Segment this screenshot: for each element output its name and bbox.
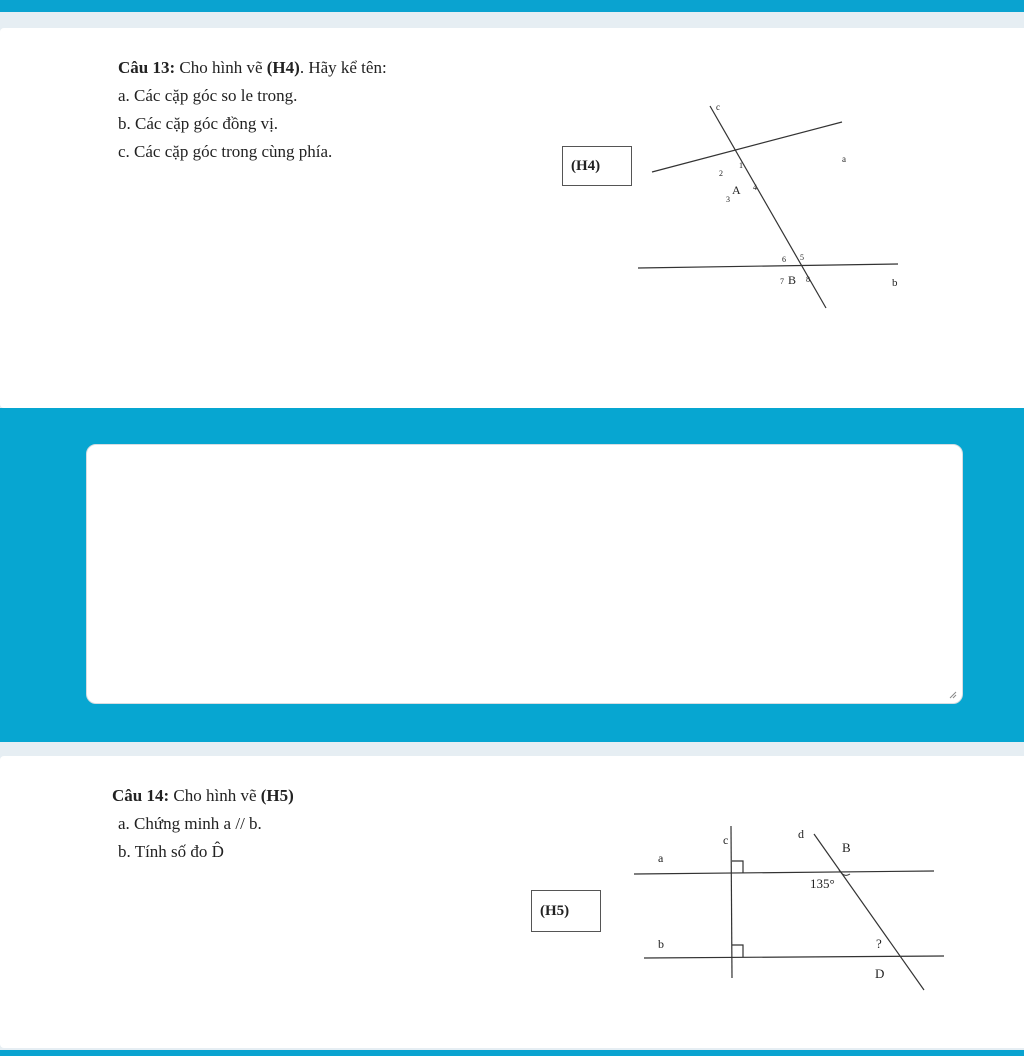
angle-1: 1: [739, 161, 743, 170]
angle-8: 8: [806, 275, 810, 284]
line-d: [814, 834, 924, 990]
top-accent-bar: [0, 0, 1024, 12]
line-a: [634, 871, 934, 874]
question-14-item-a: a. Chứng minh a // b.: [118, 814, 262, 833]
question-13-title: [118, 58, 387, 78]
question-14-number: Câu 14:: [112, 786, 170, 805]
question-14-item-b: [118, 842, 224, 862]
label-point-b: B: [788, 273, 797, 287]
question-14-item-b-text: b. Tính số đo: [118, 842, 212, 861]
label-point-b: B: [842, 840, 851, 855]
figure-h5-label: (H5): [531, 890, 601, 932]
label-a: a: [658, 851, 664, 865]
label-d: d: [798, 827, 804, 841]
question-13-figure-ref: (H4): [266, 58, 300, 77]
label-point-a: A: [732, 183, 741, 197]
unknown-angle-mark: ?: [876, 936, 882, 951]
question-13-item-b: b. Các cặp góc đồng vị.: [118, 114, 279, 133]
figure-h4-label: (H4): [562, 146, 632, 186]
right-angle-mark-a: [732, 861, 743, 873]
bottom-accent-bar: [0, 1050, 1024, 1056]
question-14-figure-ref: (H5): [260, 786, 294, 805]
line-a: [652, 122, 842, 172]
label-b: b: [892, 277, 898, 289]
label-c: c: [723, 833, 729, 847]
answer-textarea[interactable]: [86, 444, 963, 704]
question-13-prompt-end: . Hãy kể tên:: [299, 58, 387, 77]
question-14-prompt: Cho hình vẽ: [173, 786, 261, 805]
question-13-card: [0, 28, 1024, 408]
question-14-card: [0, 756, 1024, 1048]
line-c: [731, 826, 732, 978]
label-c: c: [716, 102, 720, 112]
figure-h5-diagram: [630, 816, 960, 1048]
line-b: [638, 264, 898, 268]
question-13-item-a: a. Các cặp góc so le trong.: [118, 86, 298, 105]
label-a: a: [842, 154, 846, 164]
question-13-prompt: Cho hình vẽ: [179, 58, 267, 77]
angle-value-135: 135°: [810, 876, 835, 891]
label-point-d: D: [875, 966, 885, 981]
question-13-number: Câu 13:: [118, 58, 176, 77]
line-b: [644, 956, 944, 958]
angle-4: 4: [753, 183, 757, 192]
angle-6: 6: [782, 255, 786, 264]
resize-handle-icon[interactable]: [949, 691, 957, 699]
label-b: b: [658, 937, 664, 951]
figure-h4-diagram: [630, 88, 910, 318]
right-angle-mark-b: [732, 945, 743, 957]
angle-7: 7: [780, 277, 784, 286]
angle-2: 2: [719, 169, 723, 178]
question-14-title: [112, 786, 294, 806]
angle-5: 5: [800, 253, 804, 262]
angle-d-symbol: D̂: [211, 842, 224, 861]
question-13-item-c: c. Các cặp góc trong cùng phía.: [118, 142, 333, 161]
angle-3: 3: [726, 195, 730, 204]
